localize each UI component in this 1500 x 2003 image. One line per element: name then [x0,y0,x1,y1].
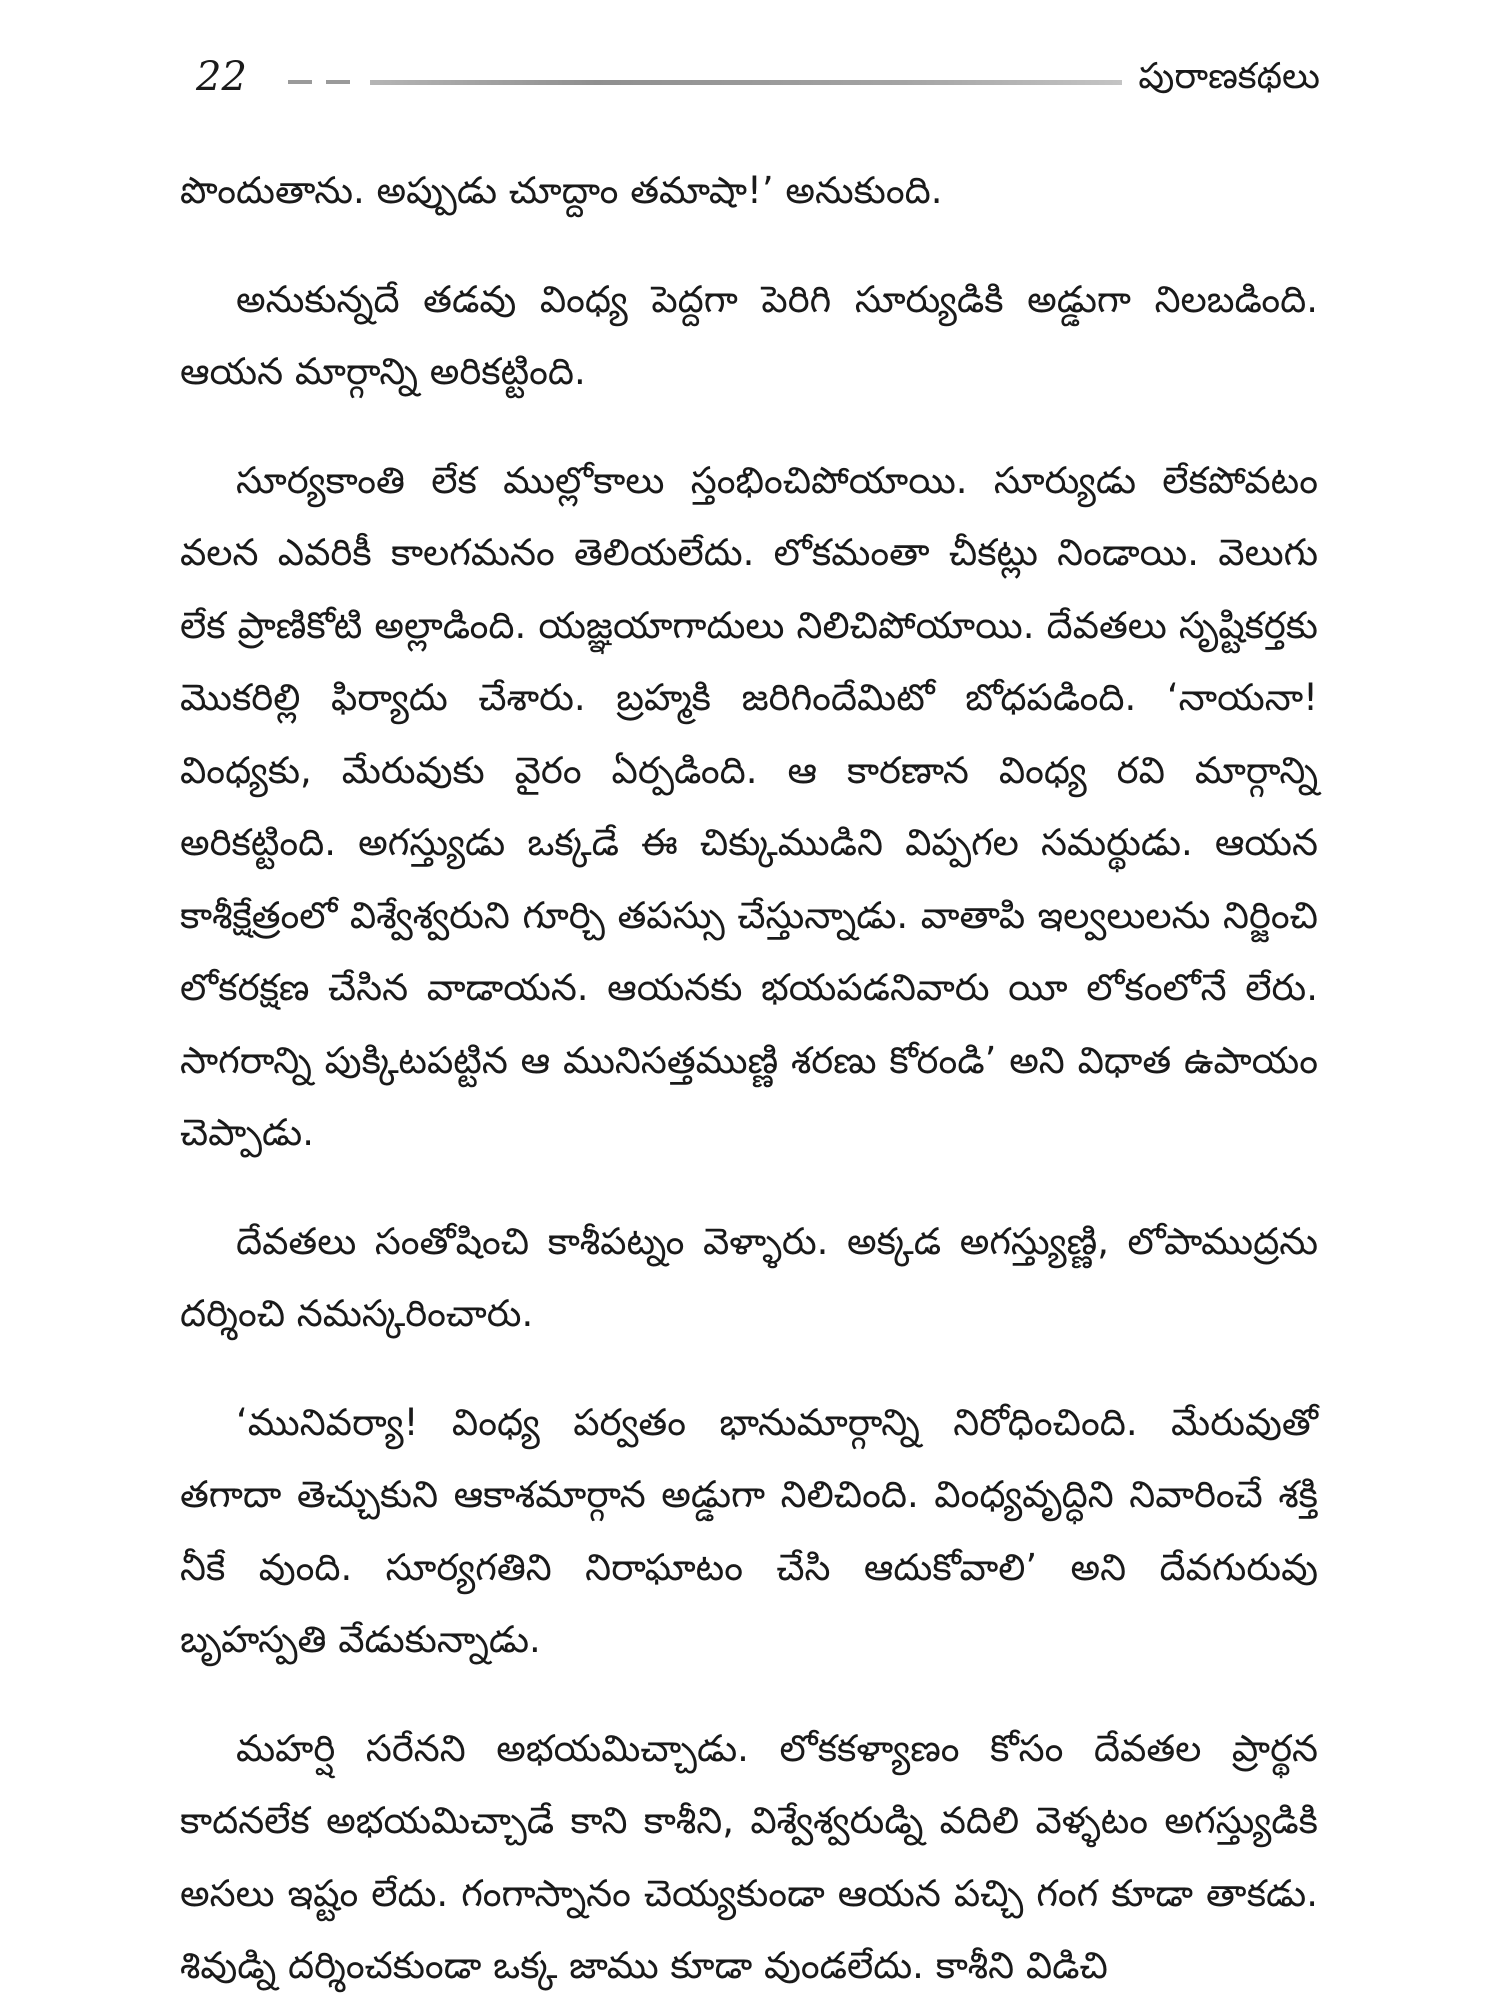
paragraph: పొందుతాను. అప్పుడు చూద్దాం తమాషా!’ అనుకుంది. [180,169,943,212]
page-header [180,52,1330,112]
paragraph: మహర్షి సరేనని అభయమిచ్చాడు. లోకకళ్యాణం కోసం దేవతల ప్రార్థన కాదనలేక అభయమిచ్చాడే కాని కాశీని, విశ్వేశ్వరుడ్ని వదిలి వెళ్ళటం అగస్త్యుడికి అసలు ఇష్టం లేదు. గంగాస్నానం చెయ్యకుండా ఆయన పచ్చి గంగ కూడా తాకడు. శివుడ్ని దర్శించకుండా ఒక్క జాము కూడా వుండలేదు. కాశీని విడిచి [180,1726,1318,1987]
paragraph: సూర్యకాంతి లేక ముల్లోకాలు స్తంభించిపోయాయి. సూర్యుడు లేకపోవటం వలన ఎవరికీ కాలగమనం తెలియలేదు. లోకమంతా చీకట్లు నిండాయి. వెలుగు లేక ప్రాణికోటి అల్లాడింది. యజ్ఞయాగాదులు నిలిచిపోయాయి. దేవతలు సృష్టికర్తకు మొకరిల్లి ఫిర్యాదు చేశారు. బ్రహ్మకి జరిగిందేమిటో బోధపడింది. ‘నాయనా! వింధ్యకు, మేరువుకు వైరం ఏర్పడింది. ఆ కారణాన వింధ్య రవి మార్గాన్ని అరికట్టింది. అగస్త్యుడు ఒక్కడే ఈ చిక్కుముడిని విప్పగల సమర్థుడు. ఆయన కాశీక్షేత్రంలో విశ్వేశ్వరుని గూర్చి తపస్సు చేస్తున్నాడు. వాతాపి ఇల్వలులను నిర్జించి లోకరక్షణ చేసిన వాడాయన. ఆయనకు భయపడనివారు యీ లోకంలోనే లేరు. సాగరాన్ని పుక్కిటపట్టిన ఆ మునిసత్తముణ్ణి శరణు కోరండి’ అని విధాత ఉపాయం చెప్పాడు. [180,458,1318,1154]
running-title: పురాణకథలు [1138,56,1320,97]
header-rule-dash [288,80,312,84]
body-text [180,155,1318,2003]
paragraph: దేవతలు సంతోషించి కాశీపట్నం వెళ్ళారు. అక్కడ అగస్త్యుణ్ణి, లోపాముద్రను దర్శించి నమస్కరించారు. [180,1219,1318,1335]
paragraph: ‘మునివర్యా! వింధ్య పర్వతం భానుమార్గాన్ని నిరోధించింది. మేరువుతో తగాదా తెచ్చుకుని ఆకాశమార్గాన అడ్డుగా నిలిచింది. వింధ్యవృద్ధిని నివారించే శక్తి నీకే వుంది. సూర్యగతిని నిరాఘాటం చేసి ఆదుకోవాలి’ అని దేవగురువు బృహస్పతి వేడుకున్నాడు. [180,1400,1318,1661]
header-rule [370,80,1122,85]
header-rule-dash [326,80,350,84]
page-number: 22 [196,54,247,100]
paragraph: అనుకున్నదే తడవు వింధ్య పెద్దగా పెరిగి సూర్యుడికి అడ్డుగా నిలబడింది. ఆయన మార్గాన్ని అరికట్టింది. [180,277,1318,393]
